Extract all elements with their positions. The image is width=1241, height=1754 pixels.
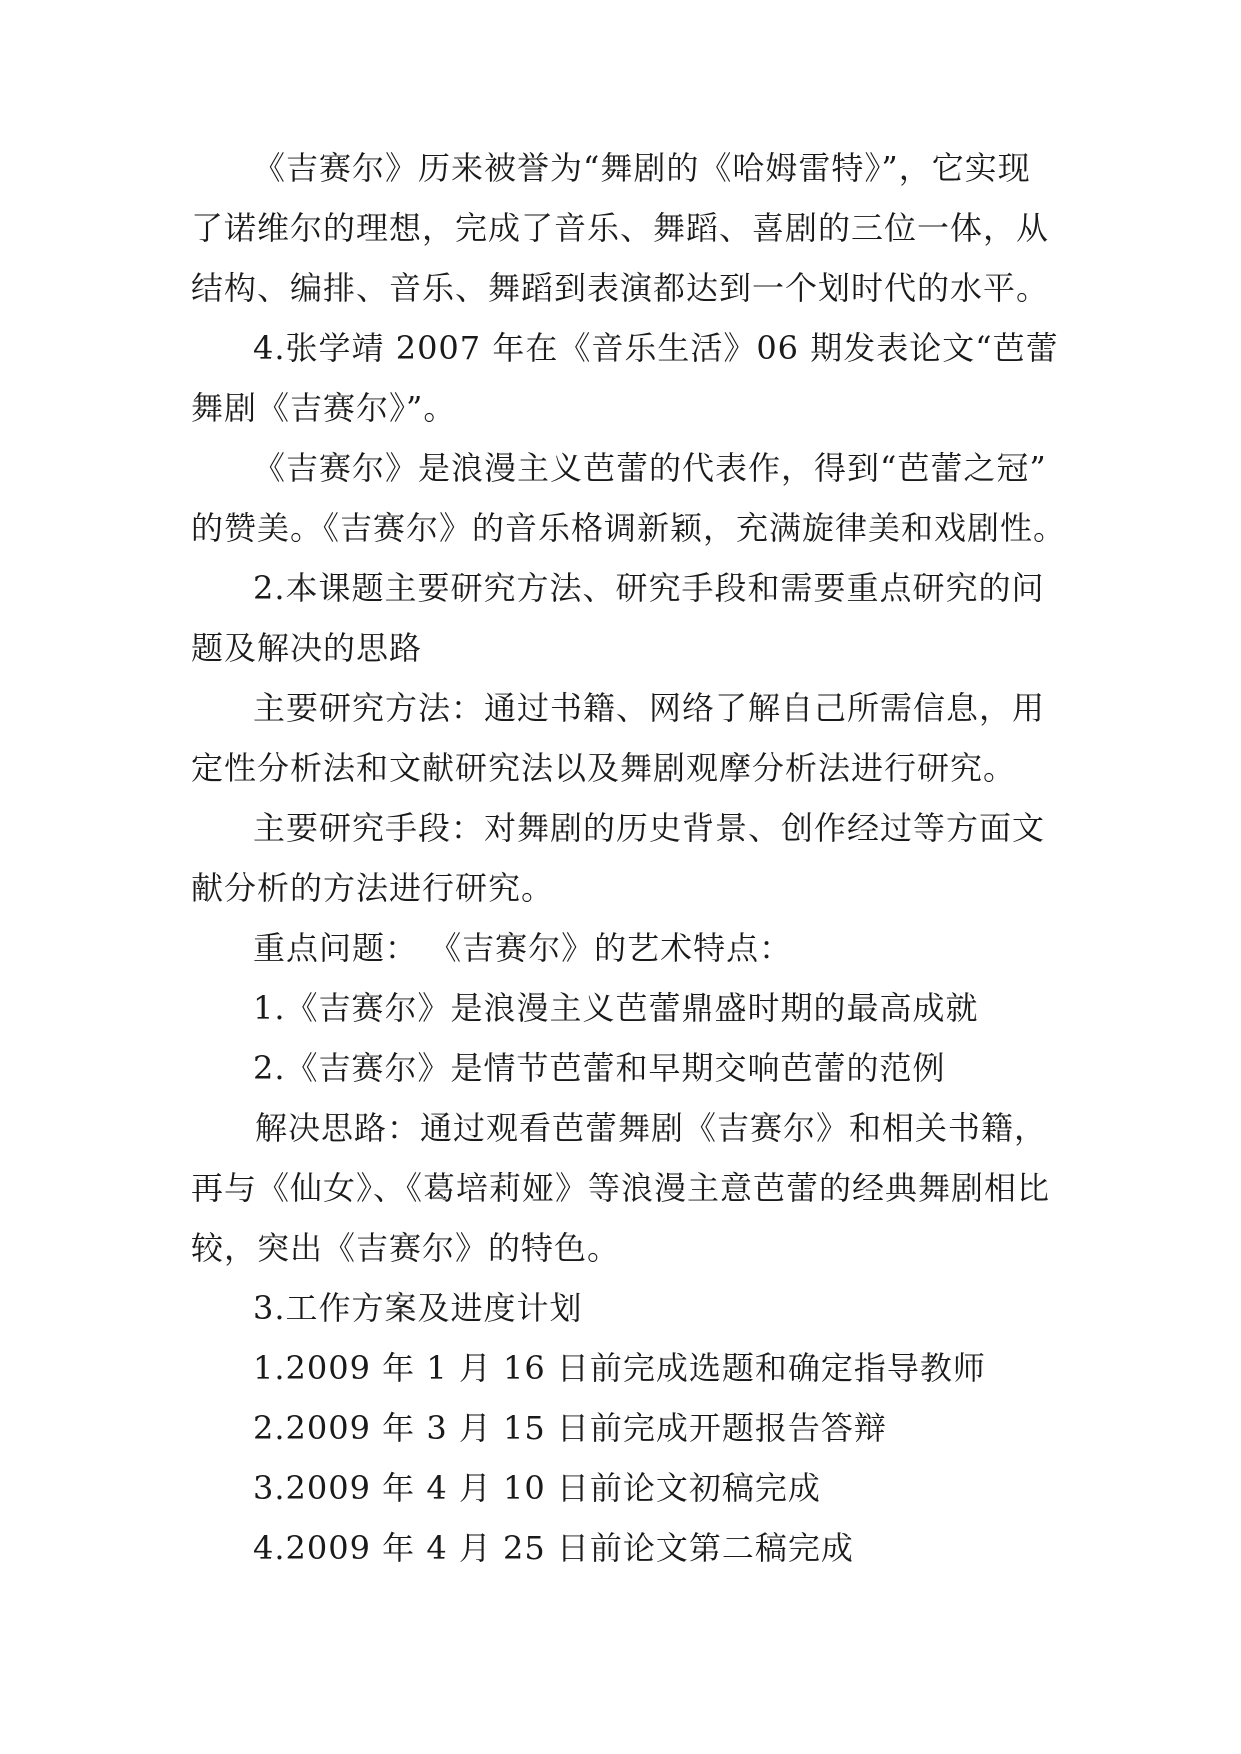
text-line: 舞剧《吉赛尔》”。 xyxy=(191,389,457,427)
section-heading: 题及解决的思路 xyxy=(191,629,423,667)
list-item: 1.2009 年 1 月 16 日前完成选题和确定指导教师 xyxy=(253,1349,986,1387)
text-line: 4.张学靖 2007 年在《音乐生活》06 期发表论文“芭蕾 xyxy=(253,329,1059,367)
text-line: 定性分析法和文献研究法以及舞剧观摩分析法进行研究。 xyxy=(191,749,1017,787)
list-item: 1.《吉赛尔》是浪漫主义芭蕾鼎盛时期的最高成就 xyxy=(253,989,979,1027)
list-item: 2.2009 年 3 月 15 日前完成开题报告答辩 xyxy=(253,1409,887,1447)
list-item: 4.2009 年 4 月 25 日前论文第二稿完成 xyxy=(253,1529,854,1567)
list-item: 2.《吉赛尔》是情节芭蕾和早期交响芭蕾的范例 xyxy=(253,1049,946,1087)
section-heading: 2.本课题主要研究方法、研究手段和需要重点研究的问 xyxy=(253,569,1045,607)
text-line: 重点问题： 《吉赛尔》的艺术特点： xyxy=(253,929,793,967)
text-line: 献分析的方法进行研究。 xyxy=(191,869,555,907)
text-line: 了诺维尔的理想，完成了音乐、舞蹈、喜剧的三位一体，从 xyxy=(191,209,1050,247)
text-line: 解决思路：通过观看芭蕾舞剧《吉赛尔》和相关书籍， xyxy=(255,1109,1048,1147)
text-line: 结构、编排、音乐、舞蹈到表演都达到一个划时代的水平。 xyxy=(191,269,1050,307)
text-line: 较，突出《吉赛尔》的特色。 xyxy=(191,1229,621,1267)
text-line: 再与《仙女》、《葛培莉娅》等浪漫主意芭蕾的经典舞剧相比 xyxy=(191,1169,1051,1207)
section-heading: 3.工作方案及进度计划 xyxy=(253,1289,583,1327)
text-line: 《吉赛尔》历来被誉为“舞剧的《哈姆雷特》”，它实现 xyxy=(253,149,1031,187)
list-item: 3.2009 年 4 月 10 日前论文初稿完成 xyxy=(253,1469,821,1507)
text-line: 《吉赛尔》是浪漫主义芭蕾的代表作，得到“芭蕾之冠” xyxy=(253,449,1047,487)
text-line: 的赞美。《吉赛尔》的音乐格调新颖，充满旋律美和戏剧性。 xyxy=(191,509,1067,547)
text-line: 主要研究手段：对舞剧的历史背景、创作经过等方面文 xyxy=(253,809,1046,847)
text-line: 主要研究方法：通过书籍、网络了解自己所需信息，用 xyxy=(253,689,1046,727)
